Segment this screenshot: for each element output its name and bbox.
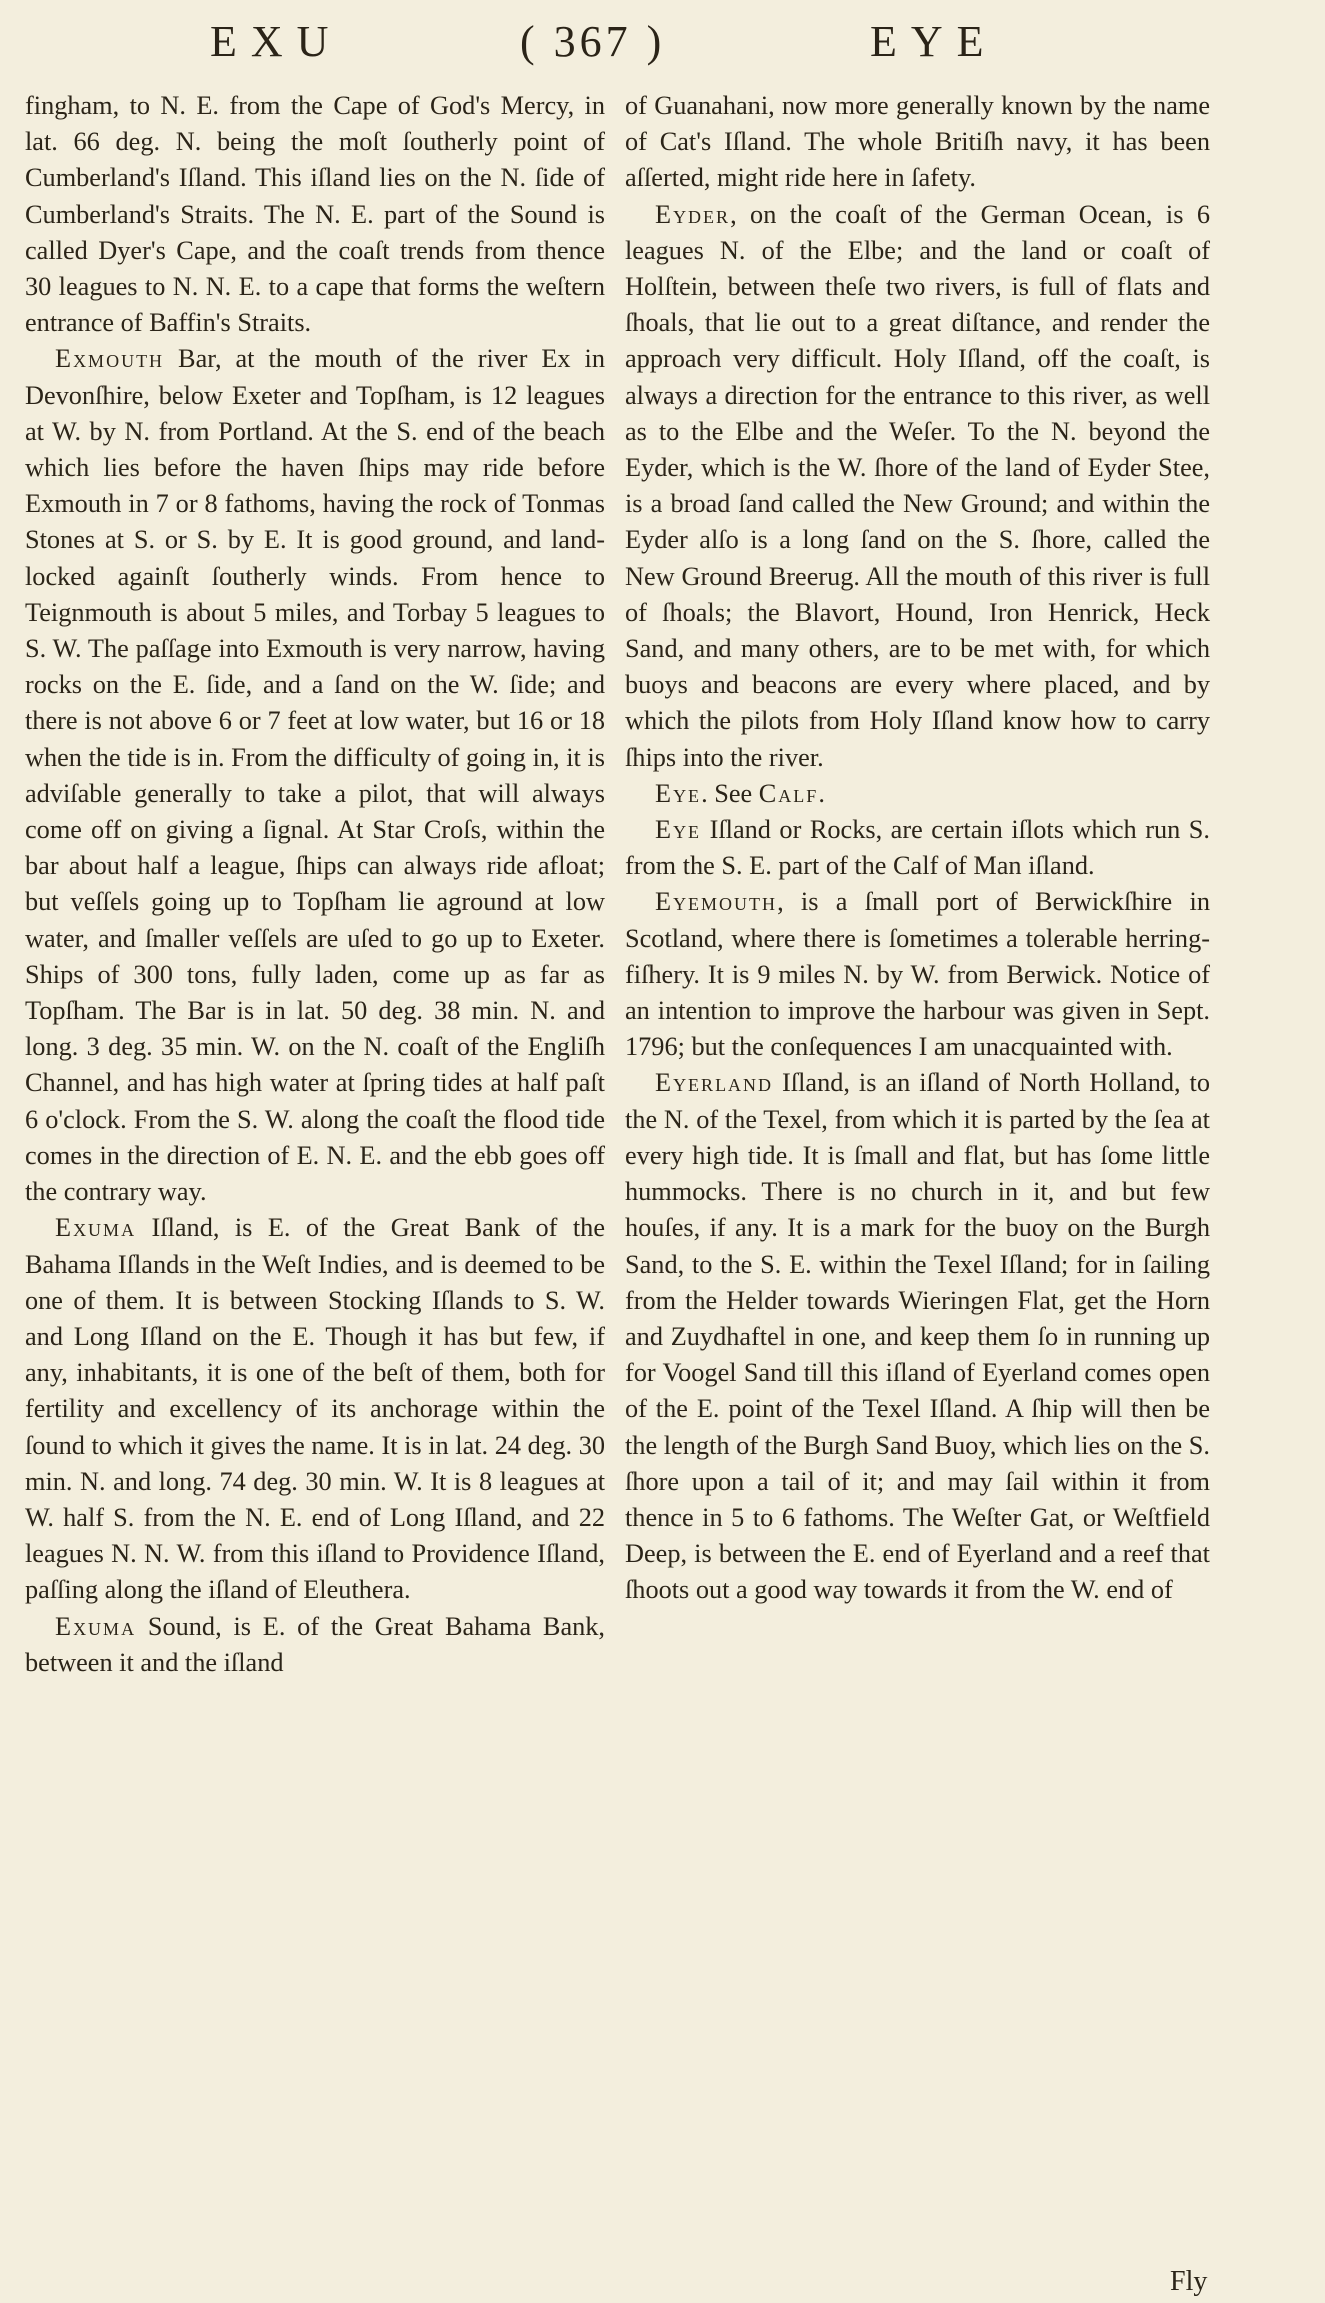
entry-headword: Exuma bbox=[55, 1611, 137, 1641]
entry-continuation: of Guanahani, now more generally known by the name of Cat's Iſland. The whole Britiſh navy, it has been aſſerted, might ride here in ſafety. bbox=[625, 91, 1210, 193]
entry-text: Iſland or Rocks, are certain iſlots which run S. from the S. E. part of the Calf of Man iſland. bbox=[625, 815, 1210, 881]
entry-text: Sound, is E. of the Great Bahama Bank, between it and the iſland bbox=[25, 1611, 605, 1677]
entry-headword: Eyerland bbox=[655, 1068, 774, 1098]
entry-text: Bar, at the mouth of the river Ex in Devonſhire, below Exeter and Topſham, is 12 leagues at W. by N. from Portland. At the S. end of the beach which lies before the haven ſhips may ride before Exmouth in 7 or 8 fathoms, having the rock of Tonmas Stones at S. or S. by E. It is good ground, and land-locked againſt ſoutherly winds. From hence to Teignmouth is about 5 miles, and Torbay 5 leagues to S. W. The paſſage into Exmouth is very narrow, having rocks on the E. ſide, and a ſand on the W. ſide; and there is not above 6 or 7 feet at low water, but 16 or 18 when the tide is in. From the difficulty of going in, it is adviſable generally to take a pilot, that will always come off on giving a ſignal. At Star Croſs, within the bar about half a league, ſhips can always ride afloat; but veſſels going up to Topſham lie aground at low water, and ſmaller veſſels are uſed to go up to Exeter. Ships of 300 tons, fully laden, come up as far as Topſham. The Bar is in lat. 50 deg. 38 min. N. and long. 3 deg. 35 min. W. on the N. coaſt of the Engliſh Channel, and has high water at ſpring tides at half paſt 6 o'clock. From the S. W. along the coaſt the flood tide comes in the direction of E. N. E. and the ebb goes off the contrary way. bbox=[25, 344, 605, 1207]
right-column bbox=[625, 88, 1210, 1609]
left-column bbox=[25, 88, 605, 1681]
entry-text: , is a ſmall port of Berwickſhire in Scotland, where there is ſometimes a tolerable herring-fiſhery. It is 9 miles N. by W. from Berwick. Notice of an intention to improve the harbour was given in Sept. 1796; but the conſequences I am unacquainted with. bbox=[625, 887, 1210, 1062]
entry-headword: Exmouth bbox=[55, 344, 165, 374]
entry-eyemouth bbox=[625, 884, 1210, 1065]
page-number: ( 367 ) bbox=[520, 17, 666, 66]
entry-text: Iſland, is E. of the Great Bank of the Bahama Iſlands in the Weſt Indies, and is deemed to be one of them. It is between Stocking Iſlands to S. W. and Long Iſland on the E. Though it has but few, if any, inhabitants, it is one of the beſt of them, both for fertility and excellency of its anchorage within the ſound to which it gives the name. It is in lat. 24 deg. 30 min. N. and long. 74 deg. 30 min. W. It is 8 leagues at W. half S. from the N. E. end of Long Iſland, and 22 leagues N. N. W. from this iſland to Providence Iſland, paſſing along the iſland of Eleuthera. bbox=[25, 1213, 605, 1605]
entry-text: , on the coaſt of the German Ocean, is 6 leagues N. of the Elbe; and the land or coaſt of Holſtein, between theſe two rivers, is full of flats and ſhoals, that lie out to a great diſtance, and render the approach very difficult. Holy Iſland, off the coaſt, is always a direction for the entrance to this river, as well as to the Elbe and the Weſer. To the N. beyond the Eyder, which is the W. ſhore of the land of Eyder Stee, is a broad ſand called the New Ground; and within the Eyder alſo is a long ſand on the S. ſhore, called the New Ground Breerug. All the mouth of this river is full of ſhoals; the Blavort, Hound, Iron Henrick, Heck Sand, and many others, are to be met with, for which buoys and beacons are every where placed, and by which the pilots from Holy Iſland know how to carry ſhips into the river. bbox=[625, 199, 1210, 772]
entry-headword: Eyder bbox=[655, 199, 731, 229]
cross-reference: Calf bbox=[758, 778, 819, 808]
entry-headword: Eye bbox=[655, 778, 702, 808]
entry-exuma-island bbox=[25, 1210, 605, 1608]
header-left: EXU bbox=[210, 17, 343, 66]
entry-headword: Eye bbox=[655, 815, 702, 845]
running-header bbox=[0, 12, 1325, 72]
catchword: Fly bbox=[1170, 2266, 1208, 2297]
entry-continuation: fingham, to N. E. from the Cape of God's Mercy, in lat. 66 deg. N. being the moſt ſoutherly point of Cumberland's Iſland. This iſland lies on the N. ſide of Cumberland's Straits. The N. E. part of the Sound is called Dyer's Cape, and the coaſt trends from thence 30 leagues to N. N. E. to a cape that forms the weſtern entrance of Baffin's Straits. bbox=[25, 91, 605, 338]
entry-exmouth bbox=[25, 341, 605, 1210]
entry-text: . bbox=[818, 778, 825, 808]
entry-headword: Eyemouth bbox=[655, 887, 778, 917]
entry-eye bbox=[625, 776, 1210, 812]
entry-eyerland bbox=[625, 1065, 1210, 1608]
entry-eyder bbox=[625, 197, 1210, 776]
header-right: EYE bbox=[870, 17, 998, 66]
entry-eye-island bbox=[625, 812, 1210, 884]
entry-headword: Exuma bbox=[55, 1213, 137, 1243]
entry-text: Iſland, is an iſland of North Holland, to the N. of the Texel, from which it is parted by the ſea at every high tide. It is ſmall and flat, but has ſome little hummocks. There is no church in it, and but few houſes, if any. It is a mark for the buoy on the Burgh Sand, to the S. E. within the Texel Iſland; for in ſailing from the Helder towards Wieringen Flat, get the Horn and Zuydhaftel in one, and keep them ſo in running up for Voogel Sand till this iſland of Eyerland comes open of the E. point of the Texel Iſland. A ſhip will then be the length of the Burgh Sand Buoy, which lies on the S. ſhore upon a tail of it; and may ſail within it from thence in 5 to 6 fathoms. The Weſter Gat, or Weſtfield Deep, is between the E. end of Eyerland and a reef that ſhoots out a good way towards it from the W. end of bbox=[625, 1068, 1210, 1605]
entry-exuma-sound bbox=[25, 1609, 605, 1681]
entry-text: . See bbox=[701, 778, 759, 808]
